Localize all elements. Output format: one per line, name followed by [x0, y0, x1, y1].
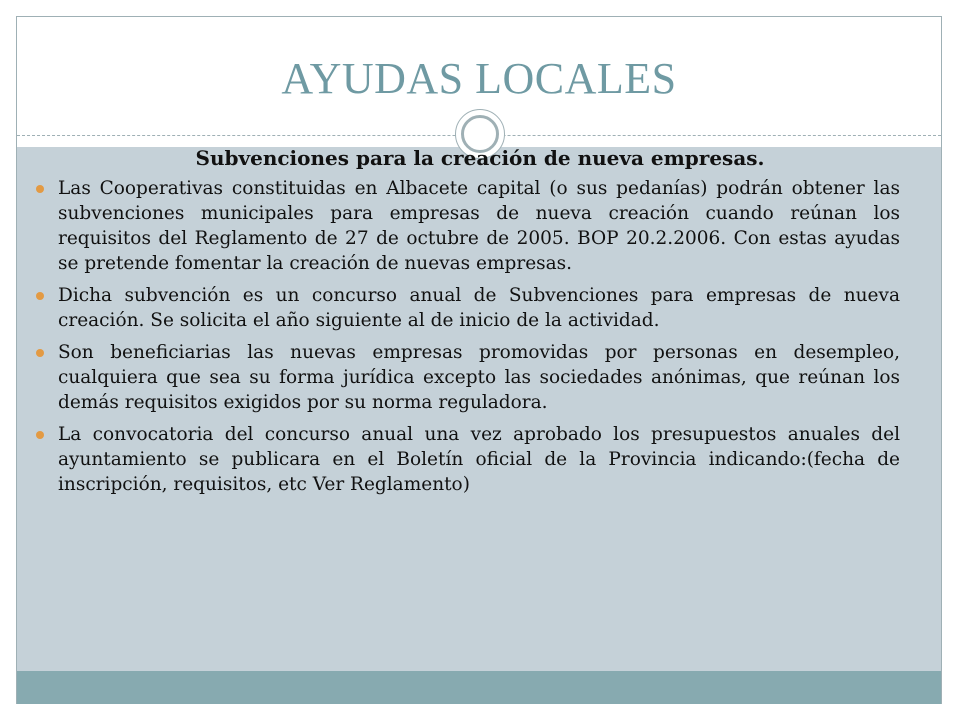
bullet-dot-icon	[36, 292, 44, 300]
bullet-dot-icon	[36, 431, 44, 439]
list-item	[34, 340, 900, 415]
footer-band	[17, 671, 941, 704]
bullet-text: Dicha subvención es un concurso anual de Subvenciones para empresas de nueva creación. Se solicita el año siguiente al de inicio de la actividad.	[58, 285, 900, 331]
slide-subtitle: Subvenciones para la creación de nueva empresas.	[195, 146, 765, 170]
bullet-text: La convocatoria del concurso anual una vez aprobado los presupuestos anuales del ayuntamiento se publicara en el Boletín oficial de la Provincia indicando:(fecha de inscripción, requisitos, etc Ver Reglamento)	[58, 424, 900, 495]
list-item	[34, 176, 900, 276]
list-item	[34, 422, 900, 497]
bullet-text: Las Cooperativas constituidas en Albacete capital (o sus pedanías) podrán obtener las subvenciones municipales para empresas de nueva creación cuando reúnan los requisitos del Reglamento de 27 de octubre de 2005. BOP 20.2.2006. Con estas ayudas se pretende fomentar la creación de nuevas empresas.	[58, 178, 900, 274]
bullet-text: Son beneficiarias las nuevas empresas promovidas por personas en desempleo, cualquiera que sea su forma jurídica excepto las sociedades anónimas, que reúnan los demás requisitos exigidos por su norma reguladora.	[58, 342, 900, 413]
slide-title: AYUDAS LOCALES	[281, 54, 677, 103]
list-item	[34, 283, 900, 333]
bullet-dot-icon	[36, 349, 44, 357]
bullet-list	[34, 176, 900, 504]
bullet-dot-icon	[36, 185, 44, 193]
